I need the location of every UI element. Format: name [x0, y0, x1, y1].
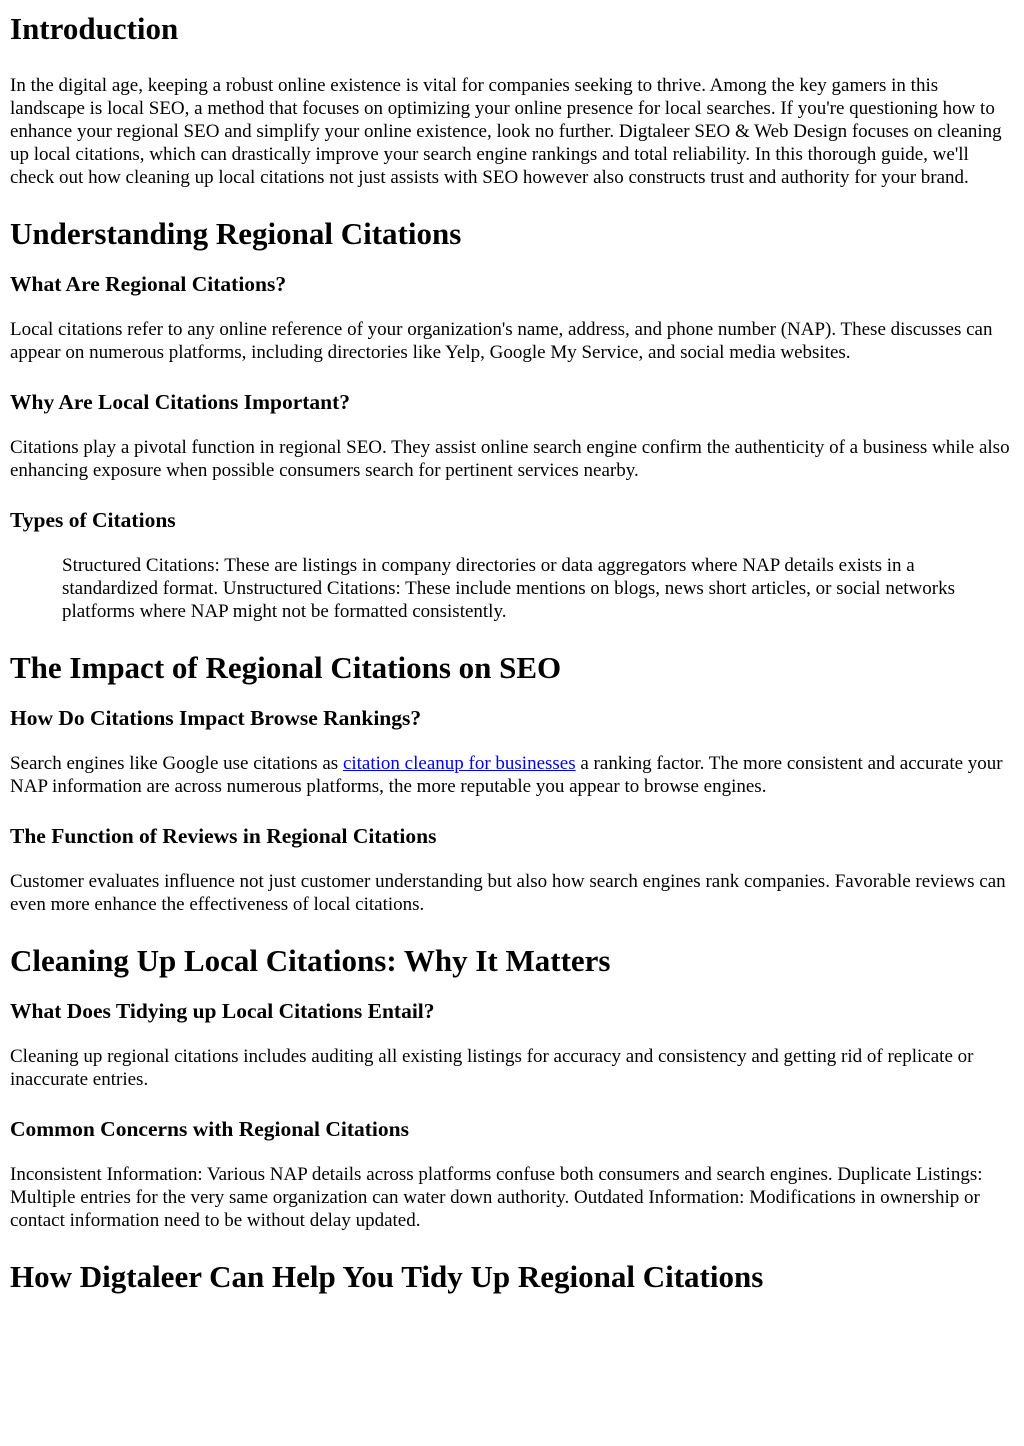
reviews-role-paragraph: Customer evaluates influence not just customer understanding but also how search engines rank companies. Favorable reviews can even more enhance the effectiveness of local citations. [10, 871, 1006, 915]
intro-paragraph: In the digital age, keeping a robust online existence is vital for companies seeking to thrive. Among the key gamers in this landscape is local SEO, a method that focuses on optimizing your online presence for local searches. If you're questioning how to enhance your regional SEO and simplify your online existence, look no further. Digtaleer SEO & Web Design focuses on cleaning up local citations, which can drastically improve your search engine rankings and total reliability. In this thorough guide, we'll check out how cleaning up local citations not just assists with SEO however also constructs trust and authority for your brand. [10, 75, 1002, 188]
subheading-types-of-citations: Types of Citations [10, 508, 176, 532]
heading-cleaning-up-citations: Cleaning Up Local Citations: Why It Matters [10, 943, 611, 978]
citations-impact-rankings-paragraph [10, 752, 1014, 798]
subheading-what-cleaning-entails: What Does Tidying up Local Citations Entail? [10, 999, 435, 1023]
types-of-citations-paragraph: Structured Citations: These are listings in company directories or data aggregators where NAP details exists in a standardized format. Unstructured Citations: These include mentions on blogs, news short articles, or social networks platforms where NAP might not be formatted consistently. [62, 555, 955, 622]
heading-impact-on-seo: The Impact of Regional Citations on SEO [10, 650, 562, 685]
rankings-text-before-link: Search engines like Google use citations as [10, 753, 343, 774]
subheading-common-concerns: Common Concerns with Regional Citations [10, 1117, 409, 1141]
what-cleaning-entails-paragraph: Cleaning up regional citations includes auditing all existing listings for accuracy and consistency and getting rid of replicate or inaccurate entries. [10, 1046, 974, 1090]
why-citations-important-paragraph: Citations play a pivotal function in regional SEO. They assist online search engine confirm the authenticity of a business while also enhancing exposure when possible consumers search for pertinent services nearby. [10, 437, 1010, 481]
subheading-reviews-role: The Function of Reviews in Regional Citations [10, 824, 437, 848]
rankings-text-after-link: a ranking factor. The more consistent and accurate your NAP information are across numerous platforms, the more reputable you appear to browse engines. [10, 753, 1003, 797]
subheading-what-are-citations: What Are Regional Citations? [10, 272, 287, 296]
what-are-citations-paragraph: Local citations refer to any online reference of your organization's name, address, and phone number (NAP). These discusses can appear on numerous platforms, including directories like Yelp, Google My Service, and social media websites. [10, 319, 993, 363]
common-concerns-paragraph: Inconsistent Information: Various NAP details across platforms confuse both consumers and search engines. Duplicate Listings: Multiple entries for the very same organization can water down authority. Outdated Information: Modifications in ownership or contact information need to be without delay updated. [10, 1164, 983, 1231]
heading-understanding-citations: Understanding Regional Citations [10, 216, 462, 251]
subheading-why-citations-important: Why Are Local Citations Important? [10, 390, 351, 414]
citation-cleanup-link[interactable]: citation cleanup for businesses [342, 753, 576, 774]
subheading-citations-impact-rankings: How Do Citations Impact Browse Rankings? [10, 706, 422, 730]
heading-introduction: Introduction [10, 11, 179, 46]
heading-digtaleer-help: How Digtaleer Can Help You Tidy Up Regional Citations [10, 1259, 764, 1294]
